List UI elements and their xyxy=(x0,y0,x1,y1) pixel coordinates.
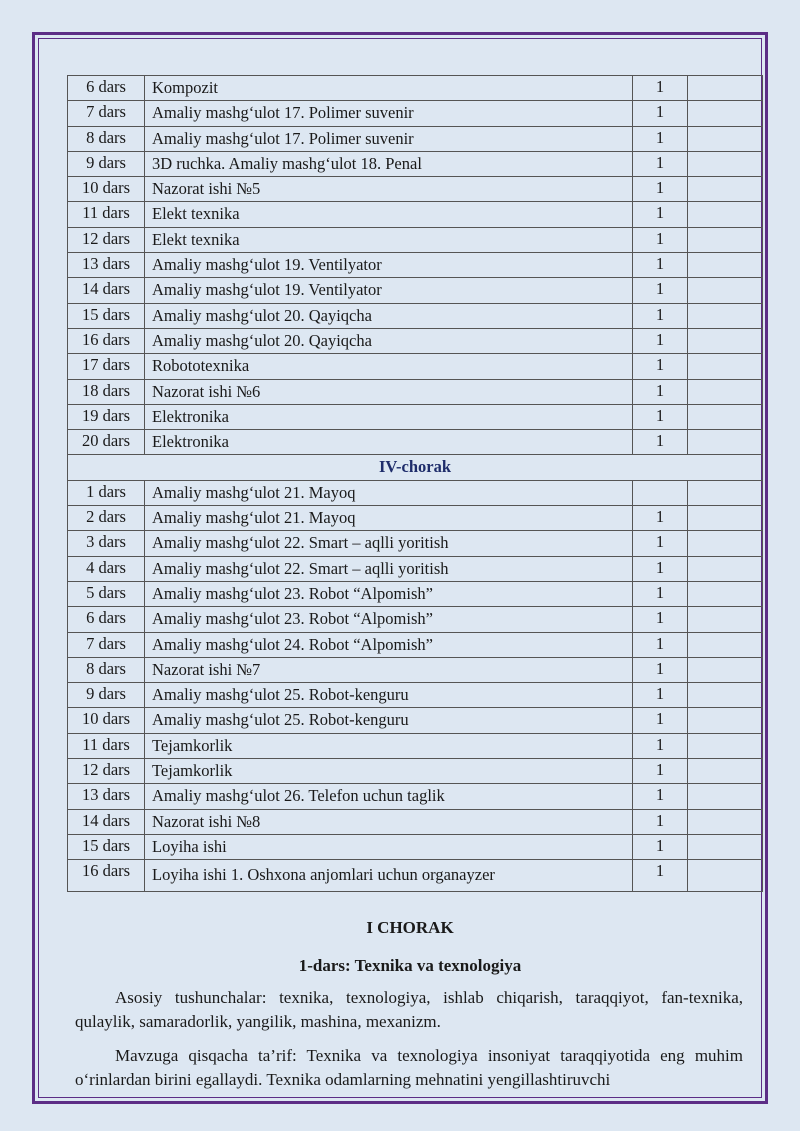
lesson-number-cell: 16 dars xyxy=(68,328,145,353)
hours-cell: 1 xyxy=(633,556,688,581)
lesson-topic-cell: Amaliy mashg‘ulot 24. Robot “Alpomish” xyxy=(145,632,633,657)
empty-cell xyxy=(688,404,763,429)
table-row xyxy=(68,733,763,758)
empty-cell xyxy=(688,76,763,101)
hours-cell: 1 xyxy=(633,379,688,404)
lesson-number-cell: 12 dars xyxy=(68,227,145,252)
empty-cell xyxy=(688,126,763,151)
lesson-topic-cell: Elektronika xyxy=(145,430,633,455)
hours-cell: 1 xyxy=(633,834,688,859)
lesson-topic-cell: Amaliy mashg‘ulot 21. Mayoq xyxy=(145,506,633,531)
lesson-topic-cell: Amaliy mashg‘ulot 19. Ventilyator xyxy=(145,253,633,278)
hours-cell: 1 xyxy=(633,328,688,353)
page-content xyxy=(67,75,753,1092)
empty-cell xyxy=(688,556,763,581)
hours-cell: 1 xyxy=(633,657,688,682)
lesson-number-cell: 3 dars xyxy=(68,531,145,556)
lesson-topic-cell: Amaliy mashg‘ulot 17. Polimer suvenir xyxy=(145,126,633,151)
table-row xyxy=(68,632,763,657)
lesson-topic-cell: Elekt texnika xyxy=(145,202,633,227)
lesson-topic-cell: Tejamkorlik xyxy=(145,759,633,784)
table-row xyxy=(68,177,763,202)
empty-cell xyxy=(688,657,763,682)
lesson-topic-cell: Elekt texnika xyxy=(145,227,633,252)
table-row xyxy=(68,430,763,455)
empty-cell xyxy=(688,328,763,353)
lesson-topic-cell: Nazorat ishi №6 xyxy=(145,379,633,404)
lesson-topic-cell: Amaliy mashg‘ulot 19. Ventilyator xyxy=(145,278,633,303)
lesson-number-cell: 6 dars xyxy=(68,607,145,632)
table-row xyxy=(68,531,763,556)
empty-cell xyxy=(688,506,763,531)
lesson-number-cell: 13 dars xyxy=(68,253,145,278)
lesson-number-cell: 11 dars xyxy=(68,202,145,227)
hours-cell: 1 xyxy=(633,632,688,657)
table-row xyxy=(68,379,763,404)
lesson-topic-cell: Amaliy mashg‘ulot 20. Qayiqcha xyxy=(145,303,633,328)
table-row xyxy=(68,303,763,328)
hours-cell: 1 xyxy=(633,76,688,101)
table-row xyxy=(68,834,763,859)
lesson-topic-cell: Amaliy mashg‘ulot 21. Mayoq xyxy=(145,480,633,505)
hours-cell: 1 xyxy=(633,101,688,126)
hours-cell: 1 xyxy=(633,759,688,784)
table-row xyxy=(68,253,763,278)
empty-cell xyxy=(688,607,763,632)
hours-cell: 1 xyxy=(633,708,688,733)
lesson-number-cell: 15 dars xyxy=(68,834,145,859)
hours-cell: 1 xyxy=(633,253,688,278)
lesson-topic-cell: Elektronika xyxy=(145,404,633,429)
lesson-topic-cell: Amaliy mashg‘ulot 26. Telefon uchun taglik xyxy=(145,784,633,809)
table-row xyxy=(68,759,763,784)
lesson-topic-cell: Tejamkorlik xyxy=(145,733,633,758)
lesson-number-cell: 12 dars xyxy=(68,759,145,784)
lesson-topic-cell: Nazorat ishi №5 xyxy=(145,177,633,202)
empty-cell xyxy=(688,227,763,252)
lesson-number-cell: 18 dars xyxy=(68,379,145,404)
hours-cell: 1 xyxy=(633,404,688,429)
lesson-number-cell: 13 dars xyxy=(68,784,145,809)
hours-cell: 1 xyxy=(633,177,688,202)
lesson-plan-table xyxy=(67,75,763,892)
empty-cell xyxy=(688,177,763,202)
empty-cell xyxy=(688,278,763,303)
hours-cell: 1 xyxy=(633,683,688,708)
empty-cell xyxy=(688,784,763,809)
empty-cell xyxy=(688,683,763,708)
table-row xyxy=(68,657,763,682)
lesson-topic-cell: Amaliy mashg‘ulot 23. Robot “Alpomish” xyxy=(145,607,633,632)
empty-cell xyxy=(688,834,763,859)
table-row xyxy=(68,328,763,353)
table-row xyxy=(68,556,763,581)
lesson-number-cell: 10 dars xyxy=(68,708,145,733)
empty-cell xyxy=(688,860,763,892)
table-row xyxy=(68,354,763,379)
table-row xyxy=(68,278,763,303)
hours-cell: 1 xyxy=(633,202,688,227)
lesson-number-cell: 4 dars xyxy=(68,556,145,581)
lesson-number-cell: 15 dars xyxy=(68,303,145,328)
table-row xyxy=(68,76,763,101)
empty-cell xyxy=(688,809,763,834)
hours-cell: 1 xyxy=(633,809,688,834)
table-row xyxy=(68,581,763,606)
hours-cell: 1 xyxy=(633,531,688,556)
empty-cell xyxy=(688,480,763,505)
empty-cell xyxy=(688,253,763,278)
lesson-topic-cell: Amaliy mashg‘ulot 20. Qayiqcha xyxy=(145,328,633,353)
lesson-number-cell: 9 dars xyxy=(68,683,145,708)
table-row xyxy=(68,708,763,733)
lesson-topic-cell: Amaliy mashg‘ulot 22. Smart – aqlli yoritish xyxy=(145,531,633,556)
lesson-heading: 1-dars: Texnika va texnologiya xyxy=(298,956,522,976)
lesson-topic-cell: Loyiha ishi xyxy=(145,834,633,859)
lesson-topic-cell: Nazorat ishi №7 xyxy=(145,657,633,682)
table-row xyxy=(68,809,763,834)
lesson-number-cell: 17 dars xyxy=(68,354,145,379)
hours-cell: 1 xyxy=(633,227,688,252)
hours-cell: 1 xyxy=(633,581,688,606)
table-row xyxy=(68,607,763,632)
lesson-number-cell: 7 dars xyxy=(68,632,145,657)
empty-cell xyxy=(688,101,763,126)
empty-cell xyxy=(688,759,763,784)
lesson-number-cell: 8 dars xyxy=(68,126,145,151)
lesson-topic-cell: Loyiha ishi 1. Oshxona anjomlari uchun organayzer xyxy=(145,860,633,892)
empty-cell xyxy=(688,151,763,176)
table-row xyxy=(68,683,763,708)
hours-cell: 1 xyxy=(633,278,688,303)
lesson-number-cell: 20 dars xyxy=(68,430,145,455)
lesson-number-cell: 6 dars xyxy=(68,76,145,101)
empty-cell xyxy=(688,379,763,404)
lesson-number-cell: 19 dars xyxy=(68,404,145,429)
lesson-topic-cell: Amaliy mashg‘ulot 17. Polimer suvenir xyxy=(145,101,633,126)
lesson-topic-cell: Robototexnika xyxy=(145,354,633,379)
table-row xyxy=(68,506,763,531)
empty-cell xyxy=(688,303,763,328)
lesson-topic-cell: Amaliy mashg‘ulot 25. Robot-kenguru xyxy=(145,683,633,708)
empty-cell xyxy=(688,708,763,733)
quarter-heading: I CHORAK xyxy=(366,918,454,938)
table-row xyxy=(68,860,763,892)
lesson-topic-cell: Amaliy mashg‘ulot 25. Robot-kenguru xyxy=(145,708,633,733)
lesson-number-cell: 14 dars xyxy=(68,809,145,834)
empty-cell xyxy=(688,531,763,556)
lesson-topic-cell: Nazorat ishi №8 xyxy=(145,809,633,834)
hours-cell: 1 xyxy=(633,860,688,892)
lesson-number-cell: 16 dars xyxy=(68,860,145,892)
lesson-number-cell: 2 dars xyxy=(68,506,145,531)
empty-cell xyxy=(688,632,763,657)
section-title: IV-chorak xyxy=(68,455,763,480)
table-row xyxy=(68,151,763,176)
hours-cell: 1 xyxy=(633,151,688,176)
lesson-number-cell: 7 dars xyxy=(68,101,145,126)
empty-cell xyxy=(688,430,763,455)
key-concepts-paragraph: Asosiy tushunchalar: texnika, texnologiya, ishlab chiqarish, taraqqiyot, fan-texnika, qulaylik, samaradorlik, yangilik, mashina, mexanizm. xyxy=(75,988,743,1032)
hours-cell: 1 xyxy=(633,354,688,379)
hours-cell: 1 xyxy=(633,126,688,151)
lesson-number-cell: 11 dars xyxy=(68,733,145,758)
hours-cell: 1 xyxy=(633,430,688,455)
topic-summary-paragraph: Mavzuga qisqacha ta’rif: Texnika va texnologiya insoniyat taraqqiyotida eng muhim o‘rinlardan birini egallaydi. Texnika odamlarning mehnatini yengillashtiruvchi xyxy=(75,1046,743,1090)
hours-cell xyxy=(633,480,688,505)
table-row xyxy=(68,202,763,227)
lesson-topic-cell: Amaliy mashg‘ulot 23. Robot “Alpomish” xyxy=(145,581,633,606)
table-row xyxy=(68,126,763,151)
empty-cell xyxy=(688,202,763,227)
hours-cell: 1 xyxy=(633,506,688,531)
hours-cell: 1 xyxy=(633,607,688,632)
table-row xyxy=(68,404,763,429)
table-row xyxy=(68,227,763,252)
lesson-number-cell: 9 dars xyxy=(68,151,145,176)
lesson-topic-cell: 3D ruchka. Amaliy mashg‘ulot 18. Penal xyxy=(145,151,633,176)
table-row xyxy=(68,480,763,505)
empty-cell xyxy=(688,733,763,758)
table-row xyxy=(68,101,763,126)
lesson-number-cell: 8 dars xyxy=(68,657,145,682)
table-row xyxy=(68,784,763,809)
lesson-topic-cell: Kompozit xyxy=(145,76,633,101)
hours-cell: 1 xyxy=(633,733,688,758)
empty-cell xyxy=(688,581,763,606)
section-header-row xyxy=(68,455,763,480)
lesson-number-cell: 5 dars xyxy=(68,581,145,606)
hours-cell: 1 xyxy=(633,303,688,328)
empty-cell xyxy=(688,354,763,379)
lesson-number-cell: 14 dars xyxy=(68,278,145,303)
lesson-number-cell: 10 dars xyxy=(68,177,145,202)
lesson-topic-cell: Amaliy mashg‘ulot 22. Smart – aqlli yoritish xyxy=(145,556,633,581)
hours-cell: 1 xyxy=(633,784,688,809)
lesson-number-cell: 1 dars xyxy=(68,480,145,505)
